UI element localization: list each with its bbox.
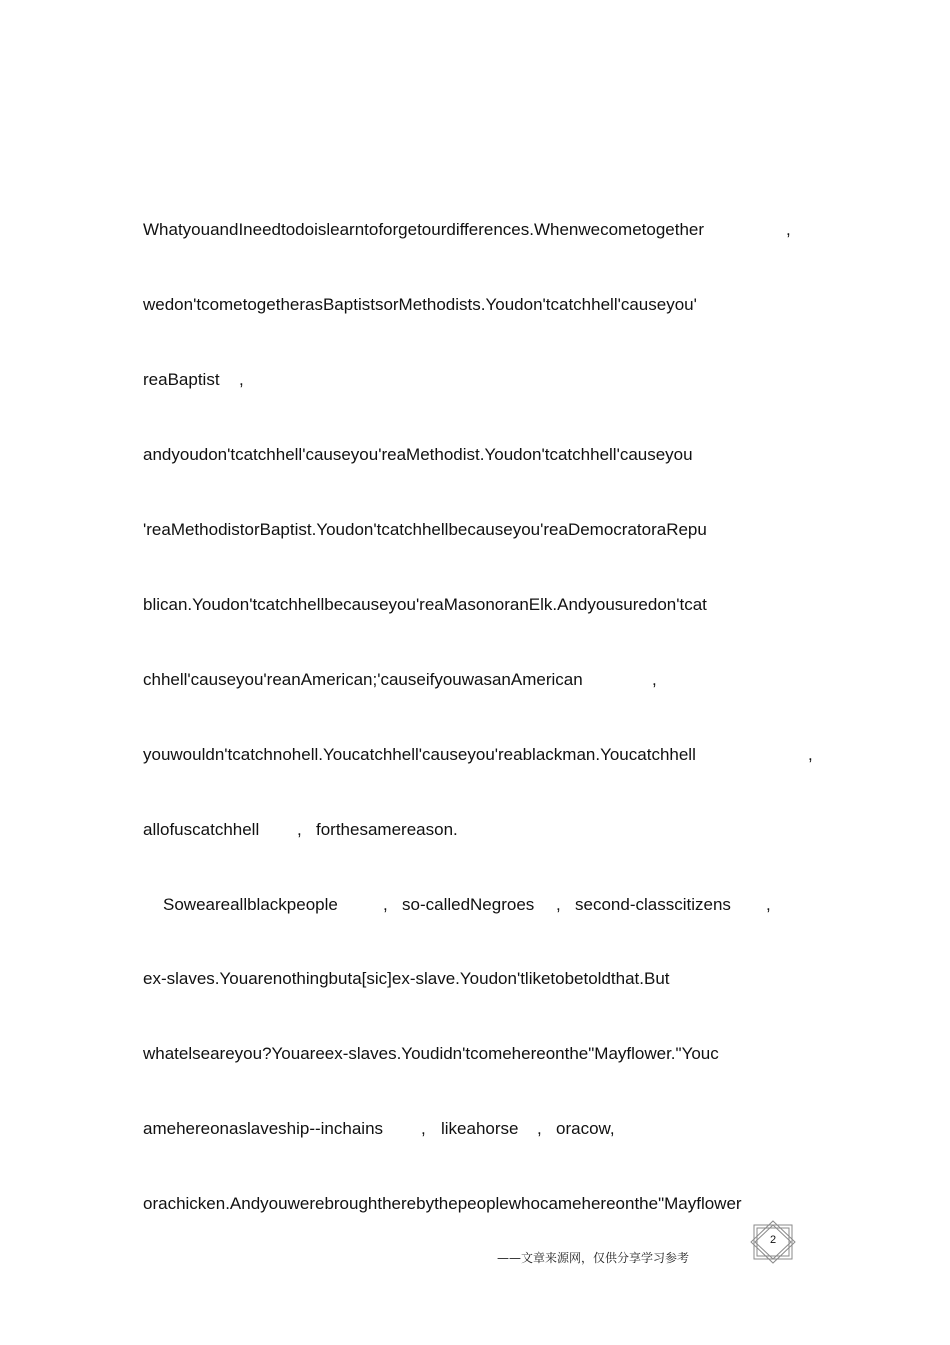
text-line: blican.Youdon'tcatchhellbecauseyou'reaMasonoranElk.Andyousuredon'tcat xyxy=(143,595,707,614)
text-line: andyoudon'tcatchhell'causeyou'reaMethodist.Youdon'tcatchhell'causeyou xyxy=(143,445,693,464)
footer-note: ——文章来源网，仅供分享学习参考 xyxy=(497,1251,690,1265)
text-line: allofuscatchhell xyxy=(143,820,260,839)
comma: , xyxy=(556,895,561,914)
text-line: youwouldn'tcatchnohell.Youcatchhell'causeyou'reablackman.Youcatchhell xyxy=(143,745,696,764)
text-line: whatelseareyou?Youareex-slaves.Youdidn'tcomehereonthe"Mayflower."Youc xyxy=(143,1044,719,1063)
page-number-badge xyxy=(748,1220,798,1264)
text-line: orachicken.Andyouwerebroughtherebythepeoplewhocamehereonthe"Mayflower xyxy=(143,1194,742,1213)
text-line: reaBaptist xyxy=(143,370,220,389)
text-fragment: Soweareallblackpeople xyxy=(163,895,338,914)
text-line: ex-slaves.Youarenothingbuta[sic]ex-slave.Youdon'tliketobetoldthat.But xyxy=(143,969,670,988)
text-line: amehereonaslaveship--inchains xyxy=(143,1119,384,1138)
text-line: wedon'tcometogetherasBaptistsorMethodists.Youdon'tcatchhell'causeyou' xyxy=(143,295,697,314)
comma: , xyxy=(537,1119,542,1138)
text-line: chhell'causeyou'reanAmerican;'causeifyouwasanAmerican xyxy=(143,670,583,689)
comma: , xyxy=(421,1119,426,1138)
text-fragment: likeahorse xyxy=(441,1119,519,1138)
comma: , xyxy=(239,370,244,389)
comma: , xyxy=(652,670,657,689)
comma: , xyxy=(808,745,813,764)
text-fragment: second-classcitizens xyxy=(575,895,731,914)
text-line: 'reaMethodistorBaptist.Youdon'tcatchhellbecauseyou'reaDemocratoraRepu xyxy=(143,520,707,539)
comma: , xyxy=(297,820,302,839)
text-fragment: oracow, xyxy=(556,1119,615,1138)
page-number: 2 xyxy=(769,1234,777,1246)
comma: , xyxy=(383,895,388,914)
text-fragment: forthesamereason. xyxy=(316,820,458,839)
text-line: WhatyouandIneedtodoislearntoforgetourdifferences.Whenwecometogether xyxy=(143,220,705,239)
comma: , xyxy=(766,895,771,914)
comma: , xyxy=(786,220,791,239)
text-fragment: so-calledNegroes xyxy=(402,895,535,914)
